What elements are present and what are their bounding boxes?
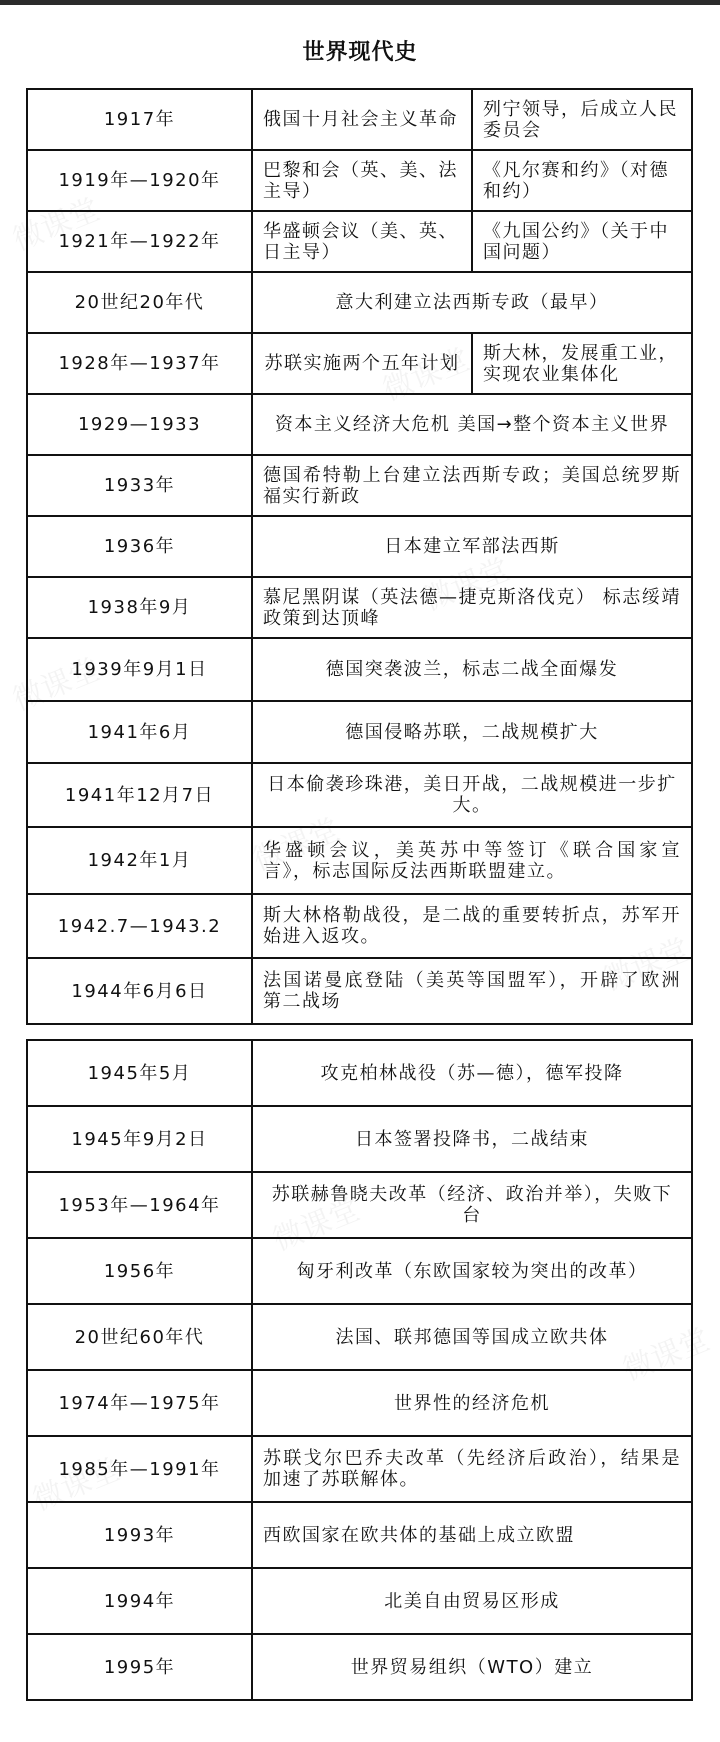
event-cell: 攻克柏林战役（苏—德），德军投降 [252,1040,692,1106]
date-cell: 1917年 [27,89,252,150]
date-cell: 1956年 [27,1238,252,1304]
event-cell: 华盛顿会议（美、英、日主导） [252,211,472,272]
table-row [27,211,692,272]
table-row [27,150,692,211]
date-cell: 20世纪60年代 [27,1304,252,1370]
table-row [27,272,692,333]
table-row [27,827,692,894]
table-row [27,1436,692,1502]
note-cell: 列宁领导，后成立人民委员会 [472,89,692,150]
event-cell: 西欧国家在欧共体的基础上成立欧盟 [252,1502,692,1568]
date-cell: 1945年5月 [27,1040,252,1106]
table-row [27,89,692,150]
timeline-table-1 [26,88,693,1025]
table-row [27,455,692,516]
event-cell: 苏联赫鲁晓夫改革（经济、政治并举），失败下台 [252,1172,692,1238]
date-cell: 20世纪20年代 [27,272,252,333]
event-cell: 意大利建立法西斯专政（最早） [252,272,692,333]
event-cell: 日本偷袭珍珠港，美日开战，二战规模进一步扩大。 [252,763,692,827]
date-cell: 1928年—1937年 [27,333,252,394]
table-row [27,701,692,763]
date-cell: 1942年1月 [27,827,252,894]
date-cell: 1994年 [27,1568,252,1634]
date-cell: 1919年—1920年 [27,150,252,211]
date-cell: 1945年9月2日 [27,1106,252,1172]
page-title: 世界现代史 [302,40,418,65]
table-row [27,577,692,638]
event-cell: 德国突袭波兰，标志二战全面爆发 [252,638,692,701]
date-cell: 1921年—1922年 [27,211,252,272]
date-cell: 1985年—1991年 [27,1436,252,1502]
table-row [27,1502,692,1568]
event-cell: 世界贸易组织（WTO）建立 [252,1634,692,1700]
top-bar [0,0,720,5]
event-cell: 德国侵略苏联，二战规模扩大 [252,701,692,763]
event-cell: 苏联戈尔巴乔夫改革（先经济后政治），结果是加速了苏联解体。 [252,1436,692,1502]
event-cell: 法国、联邦德国等国成立欧共体 [252,1304,692,1370]
table-row [27,1568,692,1634]
event-cell: 日本签署投降书，二战结束 [252,1106,692,1172]
date-cell: 1974年—1975年 [27,1370,252,1436]
table-row [27,516,692,577]
event-cell: 日本建立军部法西斯 [252,516,692,577]
event-cell: 北美自由贸易区形成 [252,1568,692,1634]
table-row [27,1106,692,1172]
date-cell: 1953年—1964年 [27,1172,252,1238]
table-row [27,333,692,394]
event-cell: 匈牙利改革（东欧国家较为突出的改革） [252,1238,692,1304]
event-cell: 慕尼黑阴谋（英法德—捷克斯洛伐克） 标志绥靖政策到达顶峰 [252,577,692,638]
event-cell: 俄国十月社会主义革命 [252,89,472,150]
table-row [27,1172,692,1238]
event-cell: 世界性的经济危机 [252,1370,692,1436]
table-row [27,958,692,1024]
event-cell: 苏联实施两个五年计划 [252,333,472,394]
event-cell: 华盛顿会议，美英苏中等签订《联合国家宣言》，标志国际反法西斯联盟建立。 [252,827,692,894]
date-cell: 1929—1933 [27,394,252,455]
table-row [27,763,692,827]
table-row [27,1040,692,1106]
event-cell: 德国希特勒上台建立法西斯专政；美国总统罗斯福实行新政 [252,455,692,516]
date-cell: 1942.7—1943.2 [27,894,252,958]
timeline-table-2 [26,1039,693,1701]
table-row [27,1370,692,1436]
table-row [27,1304,692,1370]
date-cell: 1993年 [27,1502,252,1568]
date-cell: 1938年9月 [27,577,252,638]
date-cell: 1941年12月7日 [27,763,252,827]
table-row [27,1238,692,1304]
date-cell: 1941年6月 [27,701,252,763]
event-cell: 资本主义经济大危机 美国→整个资本主义世界 [252,394,692,455]
date-cell: 1995年 [27,1634,252,1700]
date-cell: 1939年9月1日 [27,638,252,701]
table-row [27,1634,692,1700]
event-cell: 斯大林格勒战役，是二战的重要转折点，苏军开始进入返攻。 [252,894,692,958]
note-cell: 《九国公约》（关于中国问题） [472,211,692,272]
event-cell: 巴黎和会（英、美、法主导） [252,150,472,211]
event-cell: 法国诺曼底登陆（美英等国盟军），开辟了欧洲第二战场 [252,958,692,1024]
table-row [27,638,692,701]
note-cell: 《凡尔赛和约》（对德和约） [472,150,692,211]
note-cell: 斯大林，发展重工业，实现农业集体化 [472,333,692,394]
date-cell: 1933年 [27,455,252,516]
table-row [27,894,692,958]
date-cell: 1936年 [27,516,252,577]
date-cell: 1944年6月6日 [27,958,252,1024]
table-row [27,394,692,455]
